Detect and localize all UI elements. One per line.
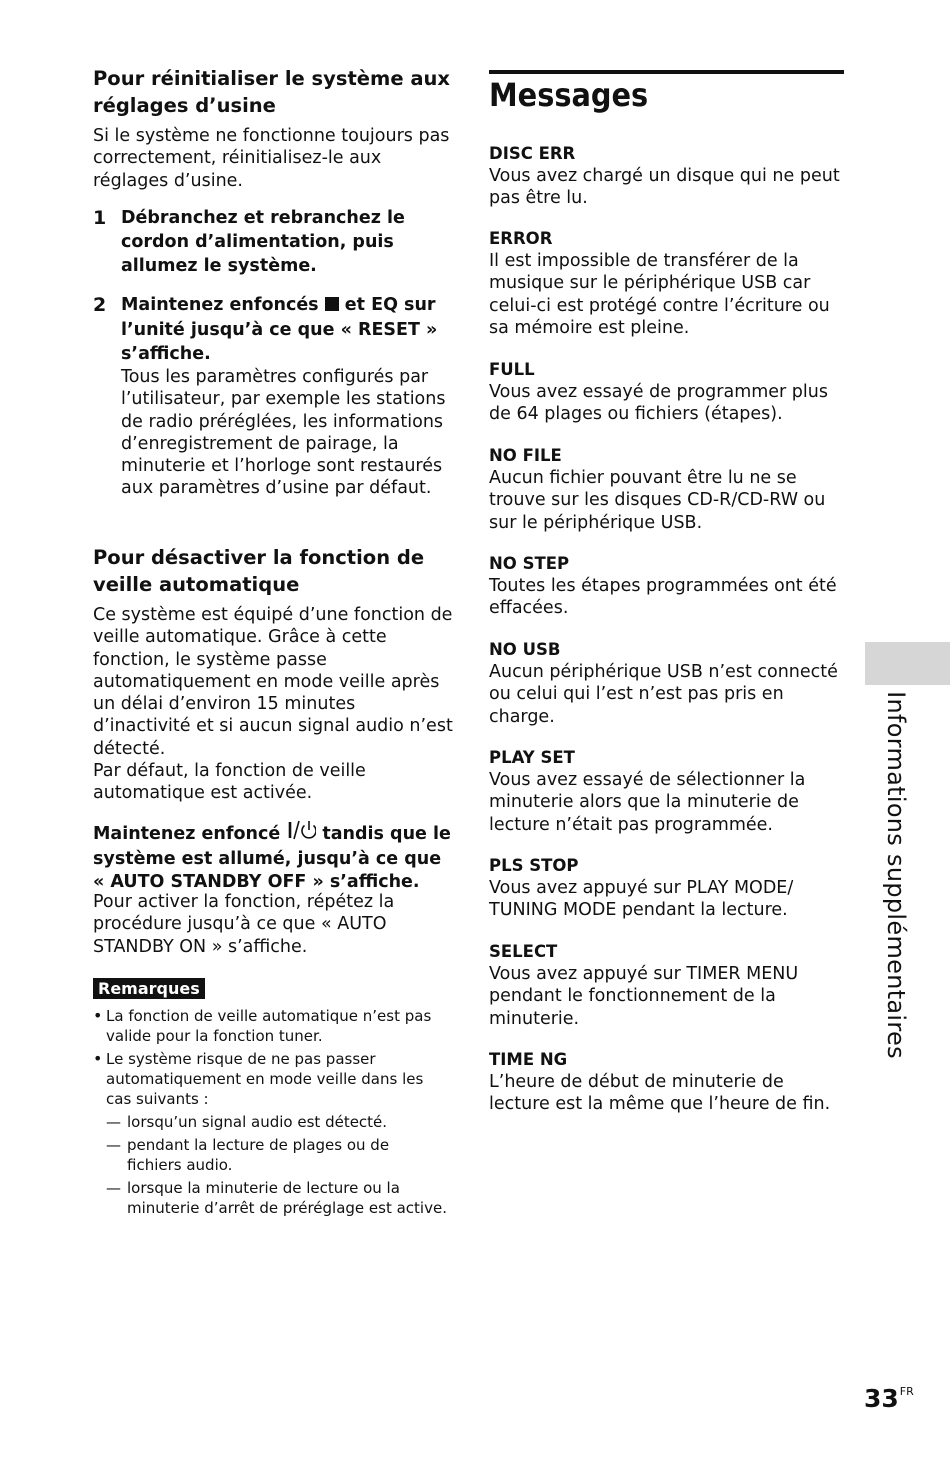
remarks-list bbox=[93, 1006, 448, 1221]
stop-square-icon bbox=[325, 294, 339, 318]
message-code: DISC ERR bbox=[489, 144, 576, 163]
remark-item: • La fonction de veille automatique n’est pas valide pour la fonction tuner. bbox=[93, 1006, 448, 1046]
remark-subitem: — pendant la lecture de plages ou de fichiers audio. bbox=[106, 1135, 448, 1175]
section-side-label: Informations supplémentaires bbox=[882, 691, 910, 1059]
step-2 bbox=[93, 293, 453, 500]
standby-para-2: Par défaut, la fonction de veille automatique est activée. bbox=[93, 761, 366, 804]
reset-intro: Si le système ne fonctionne toujours pas correctement, réinitialisez-le aux réglages d’usine. bbox=[93, 126, 450, 191]
message-entry bbox=[489, 855, 849, 922]
message-entry bbox=[489, 228, 849, 339]
instruction-before: Maintenez enfoncé bbox=[93, 824, 281, 844]
step-title: Débranchez et rebranchez le cordon d’alimentation, puis allumez le système. bbox=[121, 208, 405, 276]
standby-para-1: Ce système est équipé d’une fonction de veille automatique. Grâce à cette fonction, le système passe automatiquement en mode veille après un délai d’environ 15 minutes d’inactivité et si aucun signal audio n’est détecté. bbox=[93, 605, 453, 759]
reset-heading: Pour réinitialiser le système aux réglages d’usine bbox=[93, 67, 450, 117]
message-description: Vous avez essayé de programmer plus de 64 plages ou fichiers (étapes). bbox=[489, 382, 828, 425]
page-number bbox=[864, 1376, 914, 1415]
remark-item bbox=[93, 1049, 448, 1218]
message-code: NO STEP bbox=[489, 554, 570, 573]
message-code: NO FILE bbox=[489, 446, 562, 465]
remark-subitem: — lorsque la minuterie de lecture ou la minuterie d’arrêt de préréglage est active. bbox=[106, 1178, 448, 1218]
page-language: FR bbox=[899, 1385, 914, 1398]
section-tab bbox=[865, 642, 950, 685]
message-description: Il est impossible de transférer de la musique sur le périphérique USB car celui-ci est protégé contre l’écriture ou sa mémoire est pleine. bbox=[489, 251, 830, 338]
message-description: Vous avez appuyé sur PLAY MODE/ TUNING MODE pendant la lecture. bbox=[489, 878, 794, 921]
remark-sublist bbox=[106, 1112, 448, 1218]
message-code: NO USB bbox=[489, 640, 561, 659]
message-entry bbox=[489, 1049, 849, 1116]
instruction-after: tandis que le système est allumé, jusqu’à ce que « AUTO STANDBY OFF » s’affiche. bbox=[93, 824, 451, 892]
message-entry bbox=[489, 143, 849, 210]
message-code: PLAY SET bbox=[489, 748, 575, 767]
message-entry bbox=[489, 639, 849, 728]
step-description: Tous les paramètres configurés par l’utilisateur, par exemple les stations de radio préréglées, les informations d’enregistrement de pairage, la minuterie et l’horloge sont restaurés aux paramètres d’usine par défaut. bbox=[121, 367, 446, 499]
step-number: 1 bbox=[93, 207, 107, 229]
message-description: Toutes les étapes programmées ont été effacées. bbox=[489, 576, 837, 619]
step-title bbox=[121, 293, 453, 366]
remark-subitem: — lorsqu’un signal audio est détecté. bbox=[106, 1112, 448, 1132]
standby-heading: Pour désactiver la fonction de veille automatique bbox=[93, 546, 425, 596]
step-text-after: et EQ sur l’unité jusqu’à ce que « RESET » s’affiche. bbox=[121, 295, 438, 364]
message-code: TIME NG bbox=[489, 1050, 568, 1069]
message-description: Vous avez chargé un disque qui ne peut pas être lu. bbox=[489, 166, 840, 209]
step-1 bbox=[93, 206, 453, 278]
message-description: Aucun périphérique USB n’est connecté ou celui qui l’est n’est pas pris en charge. bbox=[489, 662, 838, 727]
message-entry bbox=[489, 553, 849, 620]
standby-reactivate: Pour activer la fonction, répétez la procédure jusqu’à ce que « AUTO STANDBY ON » s’affiche. bbox=[93, 892, 395, 957]
message-description: Aucun fichier pouvant être lu ne se trouve sur les disques CD-R/CD-RW ou sur le périphérique USB. bbox=[489, 468, 826, 533]
message-description: Vous avez essayé de sélectionner la minuterie alors que la minuterie de lecture n’était pas programmée. bbox=[489, 770, 806, 835]
message-entry bbox=[489, 747, 849, 836]
message-code: SELECT bbox=[489, 942, 558, 961]
step-number: 2 bbox=[93, 294, 107, 316]
standby-instruction bbox=[93, 820, 453, 895]
message-code: PLS STOP bbox=[489, 856, 579, 875]
step-text-before: Maintenez enfoncés bbox=[121, 295, 319, 315]
remark-text: Le système risque de ne pas passer automatiquement en mode veille dans les cas suivants : bbox=[106, 1050, 424, 1108]
message-description: Vous avez appuyé sur TIMER MENU pendant le fonctionnement de la minuterie. bbox=[489, 964, 799, 1029]
message-entry bbox=[489, 941, 849, 1030]
messages-heading: Messages bbox=[489, 76, 649, 114]
message-code: FULL bbox=[489, 360, 535, 379]
message-code: ERROR bbox=[489, 229, 553, 248]
message-entry bbox=[489, 445, 849, 534]
power-icon bbox=[286, 820, 316, 848]
remarks-label: Remarques bbox=[93, 978, 205, 999]
message-entry bbox=[489, 359, 849, 426]
message-description: L’heure de début de minuterie de lecture est la même que l’heure de fin. bbox=[489, 1072, 831, 1115]
page-number-value: 33 bbox=[864, 1384, 899, 1413]
